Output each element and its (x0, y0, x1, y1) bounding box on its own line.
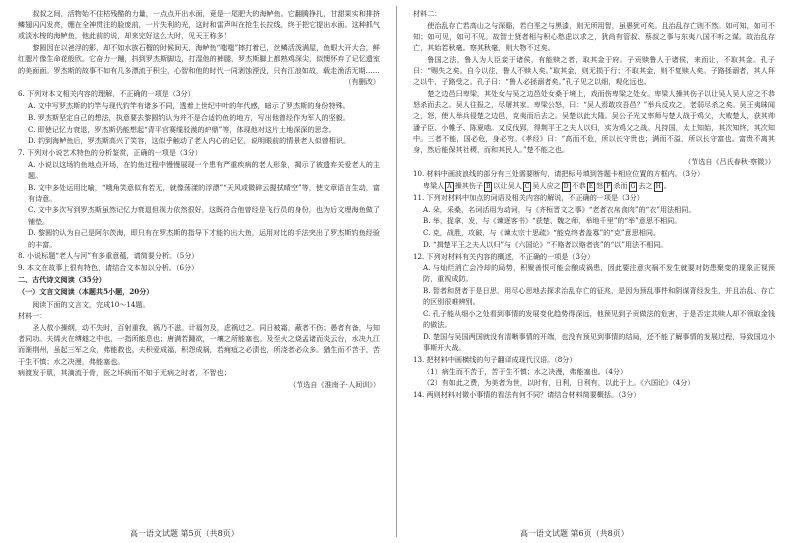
q10-seg-2: 操其伤子 (454, 180, 483, 190)
question-12-option-d: D. 楚国与吴国两国就没有清晰事情的开端，也没有预见到事情的结局，还不能了解事情的发展过程，导致国边小事斯开大战。 (423, 331, 775, 353)
question-11-option-b: B. 举，捉拿，发，与《谏逐客书》“获楚、魏之师，举地千里”的“举”意思不相同。 (423, 216, 682, 226)
question-6-option-d: D. 钓到海鲈鱼后，罗杰斯高兴了笑容，这似乎触动了老人内心的记忆，说明眼前的情景老人似曾相识。 (28, 136, 351, 146)
question-8: 8. 小说标题“老人与河”有多重意蕴，请简要分析。（5分） (18, 251, 199, 261)
q13-part-1-text: （1）病生而不苦于，苦于生不慎；水之决漫，弗能塞也。 (423, 366, 605, 376)
question-7-option-a: A. 小说以这场钓鱼地点开场，在钓鱼过程中慢慢展现一个患有严重疾病的老人形象，揭示了被遗弃关爱老人的主题。 (28, 159, 380, 180)
q10-seg-6: 怒 (596, 180, 604, 190)
material-1-label: 材料一： (18, 311, 47, 321)
question-11-option-d: D. “揖楚平王之夫人以归”与《六国论》“不赂者以赂者丧”的“以”用法不相同。 (423, 239, 668, 249)
question-6-stem: 6. 下列对本文相关内容的理解，不正确的一项是（3分） (18, 89, 195, 99)
question-7-stem: 7. 下列对小说艺术特色的分析鉴赏，正确的一项是（3分） (18, 147, 202, 157)
q10-seg-3: 以让吴人 (493, 180, 522, 190)
material-2-label: 材料二： (413, 9, 442, 18)
q10-seg-end: 。 (663, 180, 671, 190)
q13-part-2-score: （4分） (672, 378, 695, 388)
question-12-stem: 12. 下列对材料有关内容的概述，不正确的一项是（3分） (413, 251, 595, 261)
question-13-part-2 (413, 377, 775, 388)
material-1-text: 圣人敖小操纲，动不失时，百射重我，祸乃不滋。计福勿及，虑祸过之。同日被霜，蔽者不伤；愚者有备，与知者同功。夫烯火在缚燧之中也，一指所能息也；唐满若踵欲，一壤之所能塞也。及至火之烧孟诸而炎云台，水决九江而渐荆州，虽起三军之众，弗能救也。夫积爱成福，积怨成祸，若痈疽之必渍也，所浇者必众多。猶生而不苦于，苦于生不慎；水之决漫，弗能塞也。 (18, 322, 380, 366)
q10-box-f: F (606, 182, 611, 190)
question-11-option-a: A. 朵，采桑，名词活用为动词，与《齐桓晋文之事》“老者衣帛食肉”的“衣”用法相同。 (423, 204, 696, 214)
q10-seg-5: 不恭 (571, 180, 586, 190)
question-7-option-c: C. 文中多次写到罗杰斯虽然记忆力衰退但视力依然很好，这既符合他曾经是飞行员的身份，也为后文埋海鱼做了铺垫。 (28, 205, 380, 226)
question-6-option-c: C. 即使记忆力衰退，罗杰斯仍能想起“青平官赛缆驳漠的炉鼎”等，体现他对这片土地深深的思念。 (28, 124, 336, 134)
question-11-stem: 11. 下列对材料中加点的词语及相关内容的解说，不正确的一项是（3分） (413, 193, 644, 203)
material-2-paragraph-1: 使治乱存亡若高山之与深谿，若白垩之与黑漆，则无所用智，虽愚犹可矣。且治乱存亡则不然。如可知，如可不知；如可见，如可不见。故智士贤者相与积心愁虑以求之，犹尚有管叔、蔡叔之事与东夷八国不听之谋。故治乱存亡，其始若秋毫。察其秋毫，则大物不过矣。 (413, 20, 775, 53)
material-2-paragraph-2: 鲁国之法，鲁人为人臣妾于诸侯，有能赎之者，取其金于府。子贡赎鲁人于诸侯，来而让，不取其金。孔子曰：“赐失之矣。自今以往，鲁人不赎人矣。”取其金，则无损于行；不取其金，则不复赎人矣。子路拯溺者，其人拜之以牛，子路受之。孔子曰：“鲁人必拯溺者矣。”孔子见之以细，观化远也。 (413, 54, 775, 87)
question-10-sentence (413, 180, 775, 192)
question-12-option-a: A. 与灿烂消亡会冷却的局势，积聚善恨可能会酿成祸患，因此要注意灾祸不发生就要对防患聚变的现象正视预防，重视成防。 (423, 263, 775, 284)
question-14: 14. 两则材料对微小事情的看法有何不同？请结合材料简要概括。（3分） (413, 390, 641, 399)
story-paragraph-1: 叔叔之间，活物始不住枯残酷的力量，一点点开出水面，竟是一尾肥大的海鲈鱼。它翻腾挣扎，甘甜果实和排挤鳞翅闪闪发亮，绷在全神贯注的脸庞前，一片失利的光，这时和雷声叫在抢生长拉线，终于把它提出水面。这种抓气或淡水梭的海鲈鱼，他此前的说，却来完好这么大时，见天王称多！ (18, 9, 380, 41)
right-column (413, 8, 775, 401)
q10-box-d: D (563, 182, 569, 190)
q10-seg-8: 去之 (638, 180, 653, 190)
question-6-option-b: B. 罗杰斯坚定自己的想法，执意要去黎圆钓认为并不是合适钓鱼的地方，写出他曾经作为军人的坚毅。 (28, 112, 350, 122)
abridged-note: （有删改） (344, 77, 380, 87)
q10-seg-1: 卑梁人 (423, 180, 445, 190)
page-footer-right: 高一语文试题 第6页（共8页） (520, 529, 629, 538)
material-2-paragraph-3: 楚之边邑曰卑梁，其处女与吴之边邑处女桑于境上，戏而伤卑梁之处女。卑梁人操其伤子以让吴人吴人应之不恭怒杀而去之。吴人往报之，尽屠其家。卑梁公怒，曰：“吴人焉敢攻吾邑？”举兵反攻之，老弱尽杀之矣。吴王夷昧闻之，怒，使人举兵侵楚之边邑，克夷而后去之。吴楚以此大隆。吴公子光又率师与楚人战于鸡父，大败楚人，获其帅潘子臣、小帷子、陈夏啮。又反伐郢，得荆平王之夫人以归，实为鸡父之战。凡持国，太上知始，其次知终，其次知中。三者不能，国必危，身必穷。《孝经》曰：“高而不危，所以长守贵也；满而不溢，所以长守富也。富贵不离其身，然后能保其社稷，而和其民人。”楚不能之也。 (413, 88, 775, 154)
story-paragraph-2: 黎圆因在以爸浮的影，却不如水族石榴的时候间天，海鲈鱼“嗤嗤”摔打着已，丝鳞活泼满屋，鱼眼大开大合，鲜红腮片像生命花般欣。它奋力一蹦，抖到罗杰斯脚边，打湿他的裤腿，罗杰斯脚上都熟鸡深尖，似懊怀弃了记忆遗室的美面面。罗杰斯的故事不如有几多漂流于积尘，心智和他的时代一同剥蚀湮没，只有江浪如故，载走渔活无期…… (18, 43, 380, 75)
question-6-option-a: A. 文中写罗杰斯的钓竿与现代钓竿有诸多不同，透着上世纪中叶的年代感，暗示了罗杰斯的身份特殊。 (28, 101, 350, 111)
question-13-stem: 13. 把材料中画横线的句子翻译成现代汉语。（8分） (413, 354, 577, 364)
material-1-tail: 病渡发于肌，其滴流于骨，医之坏病而不知于无病之时者，不智也； (18, 368, 231, 378)
q10-seg-4: 吴人应之 (532, 180, 561, 190)
question-7-option-b: B. 文中多处运用比喻，“哦角笑意似有若无，就像荡漾的浮漂”“天风或微碎云握拭晴空”等，使文章语言生动，富有诗意。 (28, 182, 380, 203)
question-10-stem: 10. 材料中画波浪线的部分有三处需要断句，请把标号填到答题卡相应位置的方框内。（3分） (413, 168, 705, 178)
left-column (18, 8, 380, 391)
q13-part-2-text: （2）有如此之费，为美者为世，以时有，日利，日利有，以此于上。《六国论》 (423, 378, 673, 388)
column-divider (396, 6, 397, 537)
q10-box-c: C (524, 182, 530, 190)
q10-box-g: G (630, 182, 636, 190)
section-2a-heading: （一）文言文阅读（本题共5小题，20分） (18, 287, 154, 297)
instructions: 阅读下面的文言文，完成10～14题。 (32, 299, 150, 309)
material-2-source: （节选自《吕氏春秋·察微》） (684, 156, 775, 166)
material-1-source: （节选自《淮南子·人间训》） (289, 380, 380, 389)
question-12-option-c: C. 孔子能从细小之处看到事情的发展变化趋势得深远，他预见到子贡做法的危害，于是否定共赎人却不领取金钱的做法。 (423, 309, 775, 330)
q10-box-h: H (655, 182, 661, 190)
question-13-part-1 (413, 366, 775, 377)
q10-seg-7: 杀而 (613, 180, 628, 190)
question-12-option-b: B. 智者和贤者于是日思，用尽心思地去探求治乱存亡的征兆，是因为预乱事件和阴谋背经发生，并且治乱、存亡的区别很难辨别。 (423, 286, 775, 307)
page-footer-left: 高一语文试题 第5页（共8页） (130, 529, 239, 538)
q10-box-b: B (486, 182, 491, 190)
q13-part-1-score: （4分） (604, 366, 628, 376)
question-7-option-d: D. 黎圆钓认为自己是阿尔茨海，即只有在罗杰斯的指导下才能钓出大鱼，运用对比的手法突出了罗杰斯钓鱼经验的丰富。 (28, 228, 380, 249)
q10-box-a: A (447, 182, 452, 190)
question-11-option-c: C. 克，战胜，攻破，与《谏太宗十思疏》“能克终者盖寡”的“克”意思相同。 (423, 228, 661, 238)
section-2-heading: 二、古代诗文阅读（35分） (18, 275, 106, 285)
q10-box-e: E (588, 182, 594, 190)
question-9: 9. 本文在故事上很有特色，请结合文本加以分析。（6分） (18, 262, 199, 272)
